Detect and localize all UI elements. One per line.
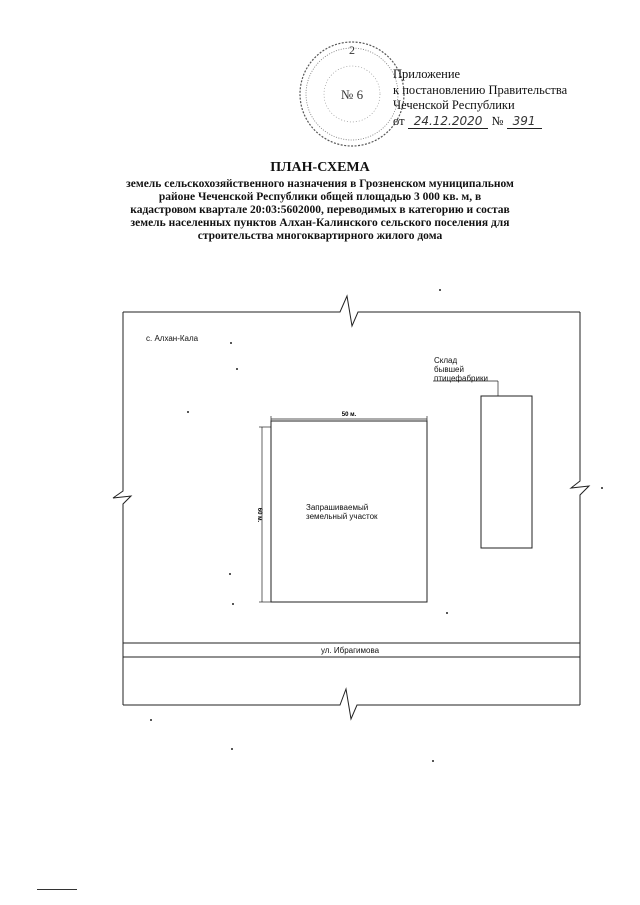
scan-speck <box>601 487 603 489</box>
scan-speck <box>187 411 189 413</box>
scan-speck <box>236 368 238 370</box>
scan-speck <box>439 289 441 291</box>
decree-date: 24.12.2020 <box>408 114 489 129</box>
warehouse-label <box>434 356 488 383</box>
decree-number: 391 <box>507 114 542 129</box>
street-label: ул. Ибрагимова <box>320 646 380 655</box>
warehouse-label-line: птицефабрики <box>434 374 488 383</box>
height-dimension-label: 60 м. <box>256 507 262 523</box>
subtitle-line: строительства многоквартирного жилого дома <box>197 230 443 242</box>
document-title: ПЛАН-СХЕМА <box>270 160 370 175</box>
seal-center-text: № 6 <box>340 87 364 102</box>
warehouse-rectangle <box>481 396 532 548</box>
plan-border-bottom <box>123 689 580 719</box>
scan-speck <box>231 748 233 750</box>
scan-speck <box>230 342 232 344</box>
scan-speck <box>432 760 434 762</box>
subtitle-line: земель сельскохозяйственного назначения в Грозненском муниципальном <box>126 178 514 190</box>
village-label: с. Алхан-Кала <box>146 334 199 343</box>
plan-border-right <box>571 312 589 705</box>
date-prefix: от <box>393 113 405 128</box>
subtitle-line: земель населенных пунктов Алхан-Калинского сельского поселения для <box>130 217 510 229</box>
appendix-line-1: Приложение <box>393 67 461 81</box>
scan-speck <box>150 719 152 721</box>
appendix-line-3: Чеченской Республики <box>393 98 515 112</box>
subtitle-line: кадастровом квартале 20:03:5602000, переводимых в категорию и состав <box>130 204 510 216</box>
scan-speck <box>446 612 448 614</box>
plot-label <box>306 503 378 521</box>
warehouse-label-line: бывшей <box>434 365 464 374</box>
warehouse-label-line: Склад <box>434 356 458 365</box>
width-dimension-label: 50 м. <box>341 412 357 418</box>
appendix-line-2: к постановлению Правительства <box>393 82 568 97</box>
scan-speck <box>232 603 234 605</box>
seal-number: 2 <box>349 43 355 57</box>
plan-border-top <box>123 296 580 326</box>
subtitle-line: районе Чеченской Республики общей площадью 3 000 кв. м, в <box>158 191 482 203</box>
number-prefix: № <box>491 113 504 128</box>
footer-rule <box>37 889 77 890</box>
plot-label-line: земельный участок <box>306 512 378 521</box>
scan-speck <box>229 573 231 575</box>
plan-border-left <box>113 312 131 705</box>
plot-label-line: Запрашиваемый <box>306 503 369 512</box>
